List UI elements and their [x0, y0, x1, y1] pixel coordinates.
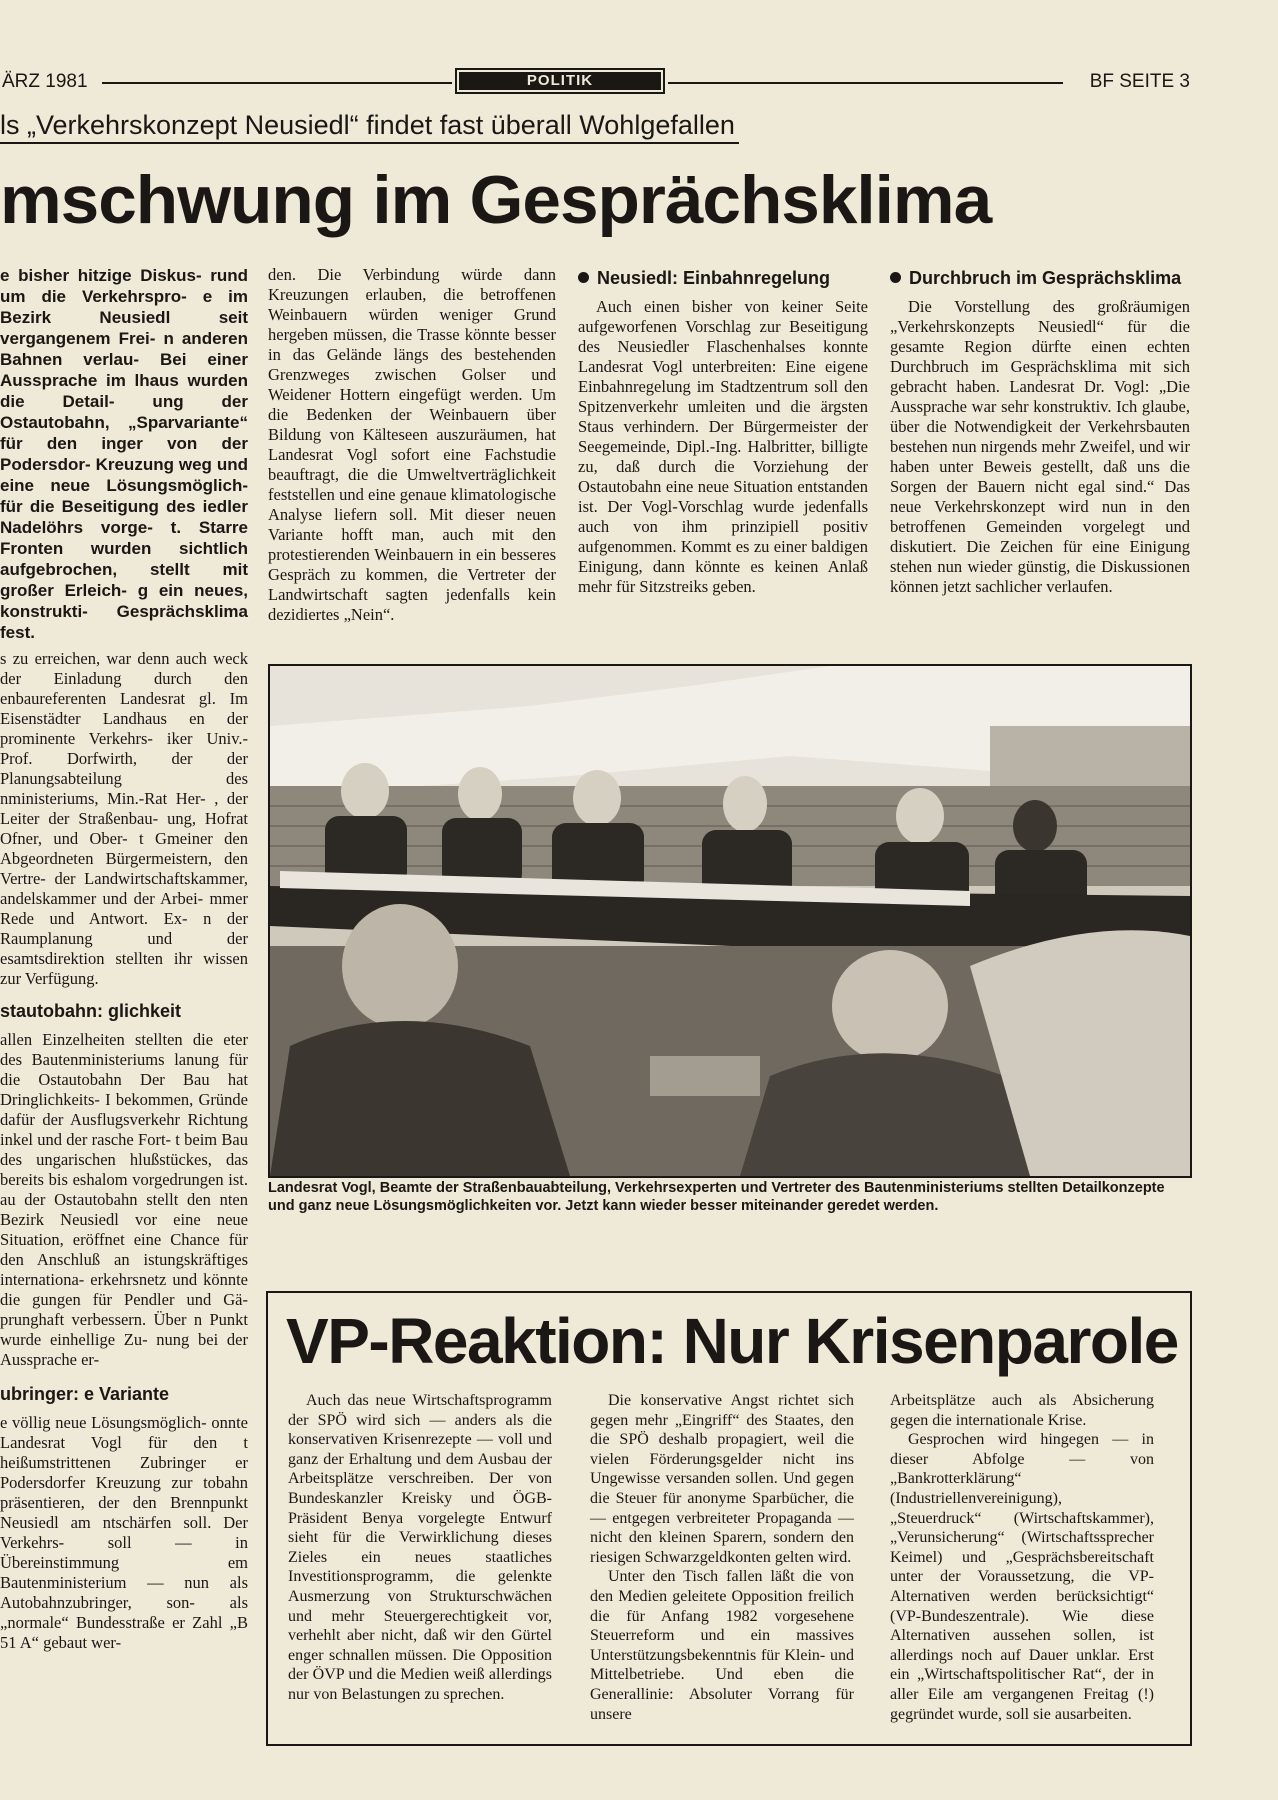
vp-paragraph: Gesprochen wird hingegen — in dieser Abfolge — von „Bankrotterklärung“ (Industriellenvereinigung), „Steuerdruck“ (Wirtschaftskammer), „Verunsicherung“ (Wirtschaftssprecher Keimel) und „Gesprächsbereitschaft unter der Voraussetzung, die VP-Alternativen werden berücksichtigt“ (VP-Bundeszentrale). Wie diese Alternativen aussehen sollen, ist allerdings noch auf Dauer unklar. Erst ein „Wirtschaftspolitischer Rat“, der in aller Eile am vergangenen Freitag (!) gegründet wurde, soll sie ausarbeiten.: [890, 1431, 1154, 1723]
article-column-4: [890, 268, 1190, 597]
vp-column-1: [288, 1391, 552, 1705]
header-rule-right: [668, 82, 1063, 84]
vp-paragraph: Unter den Tisch fallen läßt die von den Medien geleitete Opposition freilich die für Anfang 1982 vorgesehene Steuerreform und ein massives Unterstützungsbekenntnis für Klein- und Mittelbetriebe. Und eben die Generallinie: Absoluter Vorrang für unsere: [590, 1568, 854, 1723]
section-label: POLITIK: [459, 72, 661, 90]
article-paragraph: Auch einen bisher von keiner Seite aufgeworfenen Vorschlag zur Beseitigung des Neusiedler Flaschenhalses konnte Landesrat Vogl unterbreiten: Eine eigene Einbahnregelung im Stadtzentrum soll den Spitzenverkehr umleiten und die ärgsten Staus verhindern. Der Bürgermeister der Seegemeinde, Dipl.-Ing. Halbritter, billigte zu, daß durch die Vorziehung der Ostautobahn eine neue Situation entstanden ist. Der Vogl-Vorschlag wurde jedenfalls auch von ihm prinzipiell positiv aufgenommen. Kommt es zu einer baldigen Einigung, dann könnte es keinen Anlaß mehr für Sitzstreiks geben.: [578, 297, 868, 596]
article-column-3: [578, 268, 868, 597]
vp-paragraph: Arbeitsplätze auch als Absicherung gegen die internationale Krise.: [890, 1392, 1154, 1429]
subheading-durchbruch: Durchbruch im Gesprächsklima: [890, 268, 1190, 289]
article-paragraph: s zu erreichen, war denn auch weck der Einladung durch den enbaureferenten Landesrat gl. Im Eisenstädter Landhaus en der prominente Verkehrs- iker Univ.-Prof. Dorfwirth, der der Planungsabteilung des nministeriums, Min.-Rat Her- , der Leiter der Straßenbau- ung, Hofrat Ofner, und Ober- t Gmeiner den Abgeordneten Bürgermeistern, den Vertre- der Landwirtschaftskammer, andelskammer und der Arbei- mmer Rede und Antwort. Ex- n der Raumplanung und der esamtsdirektion stellten ihr wissen zur Verfügung.: [0, 649, 248, 988]
article-paragraph: allen Einzelheiten stellten die eter des Bautenministeriums lanung für die Ostautobahn Der Bau hat Dringlichkeits- I bekommen, Gründe dafür der Ausflugsverkehr Richtung inkel und der rasche Fort- t beim Bau des ungarischen hlußstückes, das bereits bis eshalom vorgedrungen ist. au der Ostautobahn stellt den nten Bezirk Neusiedl vor eine neue Situation, eröffnet eine Chance für den Anschluß an istungskräftiges internationa- erkehrsnetz und könnte die gungen für Pendler und Gä- prunghaft verbessern. Über n Punkt wurde einhellige Zu- nung bei der Aussprache er-: [0, 1030, 248, 1369]
article-paragraph: e völlig neue Lösungsmöglich- onnte Landesrat Vogl für den t heißumstrittenen Zubringer er Podersdorfer Kreuzung zur tobahn präsentieren, der den Brennpunkt Neusiedl am ntschärfen soll. Der Verkehrs- soll — in Übereinstimmung em Bautenministerium — nun als Autobahnzubringer, son- als „normale“ Bundesstraße er Zahl „B 51 A“ gebaut wer-: [0, 1413, 248, 1652]
bullet-icon: [578, 272, 589, 283]
meeting-photo: [268, 664, 1192, 1178]
subheading-zubringer: ubringer: e Variante: [0, 1384, 170, 1404]
vp-column-3: [890, 1391, 1154, 1724]
article-kicker: ls „Verkehrskonzept Neusiedl“ findet fast überall Wohlgefallen: [0, 108, 739, 144]
section-badge: [455, 68, 665, 94]
article-column-1: [0, 265, 248, 1653]
article-column-2: [268, 265, 556, 625]
article-paragraph: den. Die Verbindung würde dann Kreuzungen erlauben, die betroffenen Weinbauern würden weniger Grund hergeben müssen, die Trasse könnte besser in das Gelände längs des bestehenden Grenzweges zwischen Golser und Weidener Hottern eingefügt werden. Um die Bedenken der Weinbauern über Bildung von Kälteseen auszuräumen, hat Landesrat Vogl sofort eine Fachstudie beauftragt, die die Umweltverträglichkeit feststellen und eine genaue klimatologische Analyse liefern soll. Mit dieser neuen Variante hofft man, auch mit den protestierenden Weinbauern in ein besseres Gespräch zu kommen, die Vertreter der Landwirtschaft sagten jedenfalls kein dezidiertes „Nein“.: [268, 265, 556, 624]
subheading-ostautobahn: stautobahn: glichkeit: [0, 1001, 182, 1021]
vp-headline: VP-Reaktion: Nur Krisenparole: [286, 1305, 1178, 1377]
bullet-icon: [890, 272, 901, 283]
vp-paragraph: Auch das neue Wirtschaftsprogramm der SPÖ wird sich — anders als die konservativen Krisenrezepte — voll und ganz der Erhaltung und dem Ausbau der Arbeitsplätze verschreiben. Der von Bundeskanzler Kreisky und ÖGB-Präsident Benya vorgelegte Entwurf sieht für die Verwirklichung dieses Zieles ein neues staatliches Investitionsprogramm, die gelenkte Ausmerzung von Strukturschwächen und mehr Steuergerechtigkeit vor, verhehlt aber nicht, daß wir den Gürtel enger schnallen müssen. Die Opposition der ÖVP und die Medien weiß allerdings nur von Belastungen zu sprechen.: [288, 1392, 552, 1703]
article-paragraph: Die Vorstellung des großräumigen „Verkehrskonzepts Neusiedl“ für die gesamte Region dürfte einen echten Durchbruch im Gesprächsklima mit sich gebracht haben. Landesrat Dr. Vogl: „Die Aussprache war sehr konstruktiv. Ich glaube, über die Notwendigkeit der Verkehrsbauten bestehen nun nirgends mehr Zweifel, und wir haben unter Beweis gestellt, daß uns die Sorgen der Bauern nicht egal sind.“ Das neue Verkehrskonzept wird nun in den betroffenen Gemeinden vorgelegt und diskutiert. Die Zeichen für eine Einigung stehen nun wieder günstig, die Diskussionen können jetzt sachlicher verlaufen.: [890, 297, 1190, 596]
vp-column-2: [590, 1391, 854, 1724]
page-number: BF SEITE 3: [1089, 71, 1190, 92]
vp-article-box: [266, 1291, 1192, 1746]
vp-paragraph: Die konservative Angst richtet sich gegen mehr „Eingriff“ des Staates, den die SPÖ deshalb propagiert, weil die vielen Förderungsgelder nicht ins Ungewisse versanden sollen. Und gegen die Steuer für anonyme Sparbücher, die — entgegen verbreiteter Propaganda — nicht den kleinen Sparern, sondern den riesigen Schwarzgeldkonten gelten wird.: [590, 1392, 854, 1566]
article-headline: mschwung im Gesprächsklima: [0, 162, 992, 238]
subheading-einbahnregelung: Neusiedl: Einbahnregelung: [578, 268, 868, 289]
issue-date: ÄRZ 1981: [2, 71, 88, 92]
photo-illustration: [270, 666, 1190, 1176]
article-lead: e bisher hitzige Diskus- rund um die Verkehrspro- e im Bezirk Neusiedl seit vergangenem Frei- n anderen Bahnen verlau- Bei einer Aussprache im lhaus wurden die Detail- ung der Ostautobahn, „Sparvariante“ für den inger von der Podersdor- Kreuzung weg und eine neue Lösungsmöglich- für die Beseitigung des iedler Nadelöhrs vorge- t. Starre Fronten wurden sichtlich aufgebrochen, stellt mit großer Erleich- g ein neues, konstrukti- Gesprächsklima fest.: [0, 266, 248, 642]
photo-caption: Landesrat Vogl, Beamte der Straßenbauabteilung, Verkehrsexperten und Vertreter des Bautenministeriums stellten Detailkonzepte und ganz neue Lösungsmöglichkeiten vor. Jetzt kann wieder besser miteinander geredet werden.: [268, 1180, 1165, 1214]
page-header: [0, 68, 1200, 98]
header-rule-left: [102, 82, 452, 84]
